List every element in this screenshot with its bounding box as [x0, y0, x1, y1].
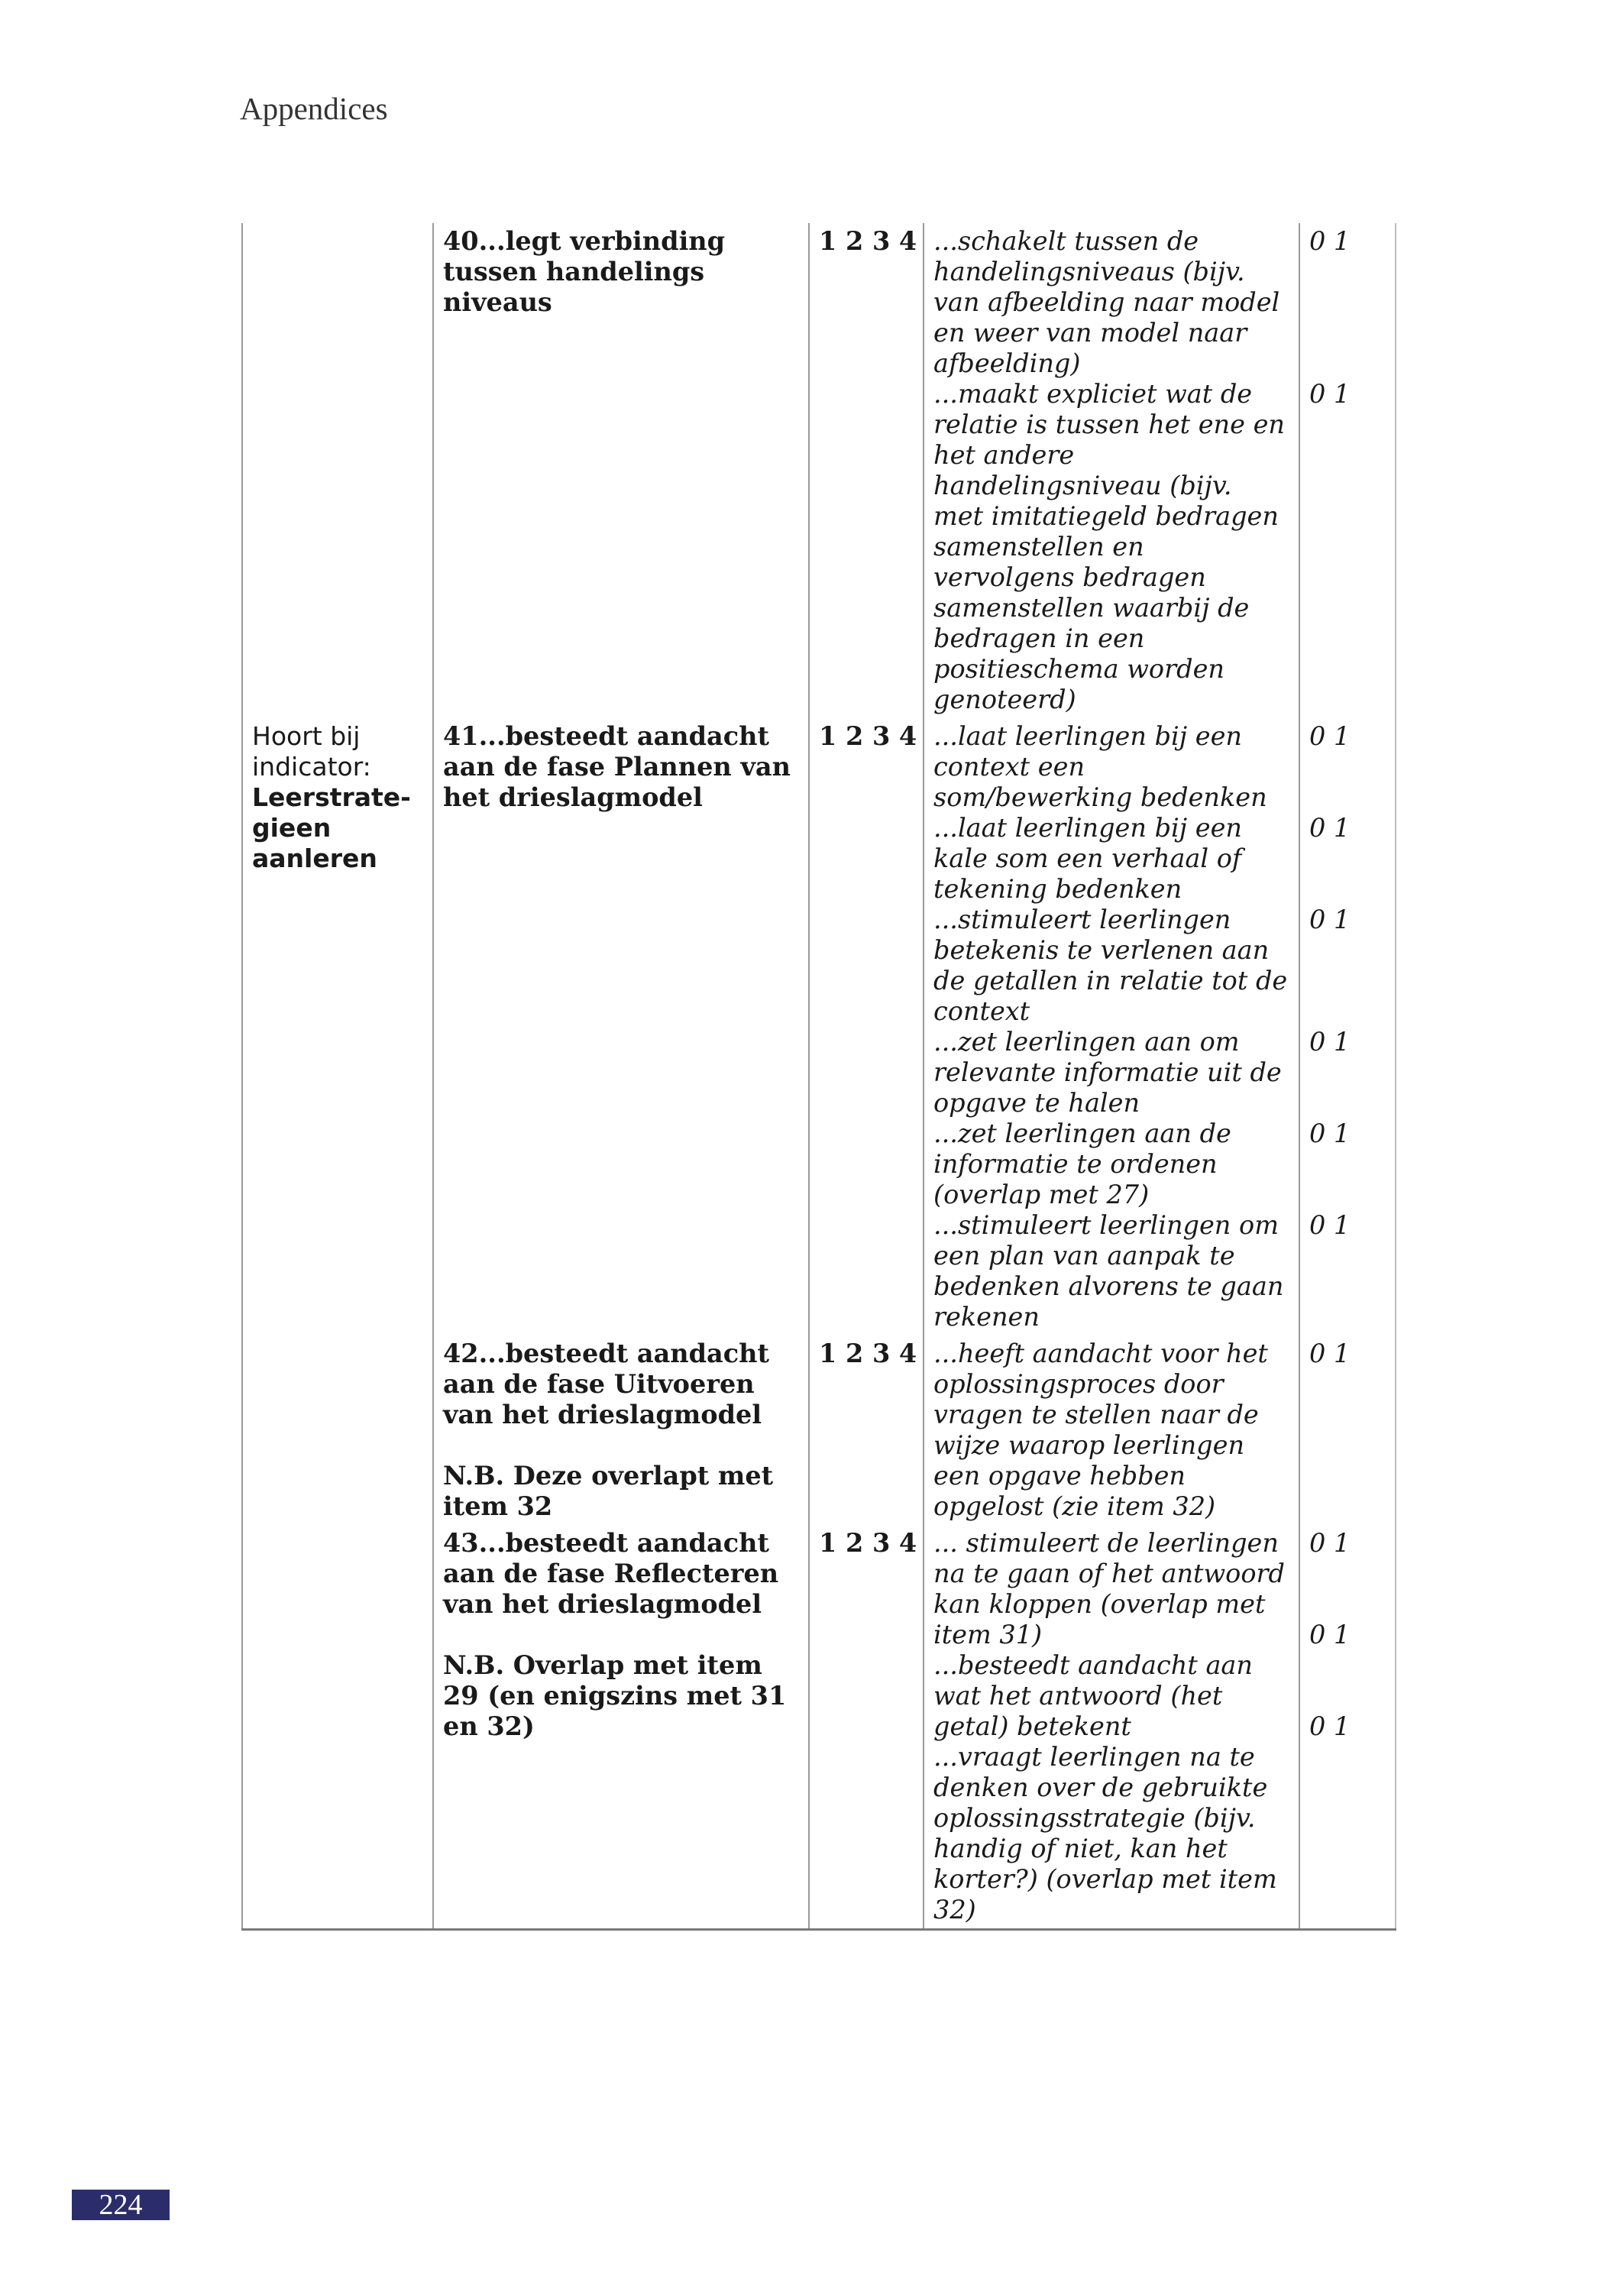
- indicator-name: gieen: [252, 813, 332, 843]
- item-cell: [433, 223, 809, 718]
- score-cell: [1299, 223, 1396, 718]
- running-header: Appendices: [240, 91, 388, 126]
- behavior-text: ...vraagt leerlingen na te denken over de gebruikte oplossingsstrategie (bijv. handig of niet, kan het korter?) (overlap met item 32): [933, 1742, 1277, 1925]
- indicator-cell: [242, 223, 433, 718]
- score-option: 0 1: [1309, 905, 1351, 934]
- score-option: 0 1: [1309, 1711, 1351, 1741]
- score-option: 0 1: [1309, 721, 1351, 751]
- item-text: 42...besteedt aandacht aan de fase Uitvoeren van het drieslagmodel: [443, 1339, 769, 1429]
- behaviors-cell: [924, 223, 1299, 718]
- behavior-text: ...laat leerlingen bij een context een som/bewerking bedenken: [933, 721, 1267, 812]
- behaviors-cell: [924, 1335, 1299, 1525]
- indicator-prefix: Hoort bij: [252, 721, 361, 751]
- behavior-text: ...zet leerlingen aan om relevante informatie uit de opgave te halen: [933, 1027, 1282, 1118]
- item-note: N.B. Overlap met item 29 (en enigszins met 31 en 32): [443, 1650, 787, 1741]
- behavior-text: ...laat leerlingen bij een kale som een verhaal of tekening bedenken: [933, 813, 1243, 904]
- behavior-text: ...maakt expliciet wat de relatie is tussen het ene en het andere handelingsniveau (bijv. met imitatiegeld bedragen samenstellen en vervolgens bedragen samenstellen waarbij de bedragen in een positieschema worden genoteerd): [933, 379, 1285, 714]
- scale-cell: 1 2 3 4: [809, 1525, 924, 1930]
- score-cell: [1299, 1335, 1396, 1525]
- behavior-text: ...stimuleert leerlingen om een plan van aanpak te bedenken alvorens te gaan rekenen: [933, 1210, 1284, 1332]
- behavior-text: ...stimuleert leerlingen betekenis te verlenen aan de getallen in relatie tot de context: [933, 905, 1288, 1026]
- indicator-cell: [242, 1525, 433, 1930]
- table-row: [242, 1525, 1396, 1930]
- score-option: 0 1: [1309, 1620, 1351, 1649]
- behaviors-cell: [924, 718, 1299, 1335]
- behavior-text: ...heeft aandacht voor het oplossingsproces door vragen te stellen naar de wijze waarop leerlingen een opgave hebben opgelost (zie item 32): [933, 1339, 1268, 1521]
- item-cell: [433, 1525, 809, 1930]
- behavior-text: ...schakelt tussen de handelingsniveaus (bijv. van afbeelding naar model en weer van model naar afbeelding): [933, 226, 1280, 378]
- item-text: 41...besteedt aandacht aan de fase Plannen van het drieslagmodel: [443, 721, 791, 812]
- table-row: [242, 223, 1396, 718]
- behaviors-cell: [924, 1525, 1299, 1930]
- table-row: [242, 718, 1396, 1335]
- item-cell: [433, 1335, 809, 1525]
- indicator-prefix: indicator:: [252, 752, 371, 782]
- item-cell: [433, 718, 809, 1335]
- scale-cell: 1 2 3 4: [809, 718, 924, 1335]
- behavior-text: ... stimuleert de leerlingen na te gaan of het antwoord kan kloppen (overlap met item 31): [933, 1528, 1285, 1649]
- indicator-name: Leerstrate-: [252, 782, 411, 812]
- item-text: 43...besteedt aandacht aan de fase Reflecteren van het drieslagmodel: [443, 1528, 779, 1619]
- score-option: 0 1: [1309, 1027, 1351, 1057]
- behavior-text: ...zet leerlingen aan de informatie te ordenen (overlap met 27): [933, 1118, 1231, 1209]
- score-option: 0 1: [1309, 1528, 1351, 1558]
- score-option: 0 1: [1309, 379, 1351, 409]
- indicator-cell: [242, 718, 433, 1335]
- score-option: 0 1: [1309, 1210, 1351, 1240]
- score-option: 0 1: [1309, 813, 1351, 843]
- item-text: 40...legt verbinding tussen handelings niveaus: [443, 226, 726, 317]
- scale-cell: 1 2 3 4: [809, 223, 924, 718]
- page-number: 224: [72, 2190, 170, 2220]
- indicator-name: aanleren: [252, 843, 377, 873]
- behavior-text: ...besteedt aandacht aan wat het antwoord (het getal) betekent: [933, 1650, 1253, 1741]
- item-note: N.B. Deze overlapt met item 32: [443, 1461, 774, 1521]
- score-option: 0 1: [1309, 226, 1351, 256]
- score-cell: [1299, 718, 1396, 1335]
- observation-table: [241, 223, 1396, 1931]
- score-cell: [1299, 1525, 1396, 1930]
- scale-cell: 1 2 3 4: [809, 1335, 924, 1525]
- indicator-cell: [242, 1335, 433, 1525]
- table-row: [242, 1335, 1396, 1525]
- score-option: 0 1: [1309, 1118, 1351, 1148]
- score-option: 0 1: [1309, 1339, 1351, 1368]
